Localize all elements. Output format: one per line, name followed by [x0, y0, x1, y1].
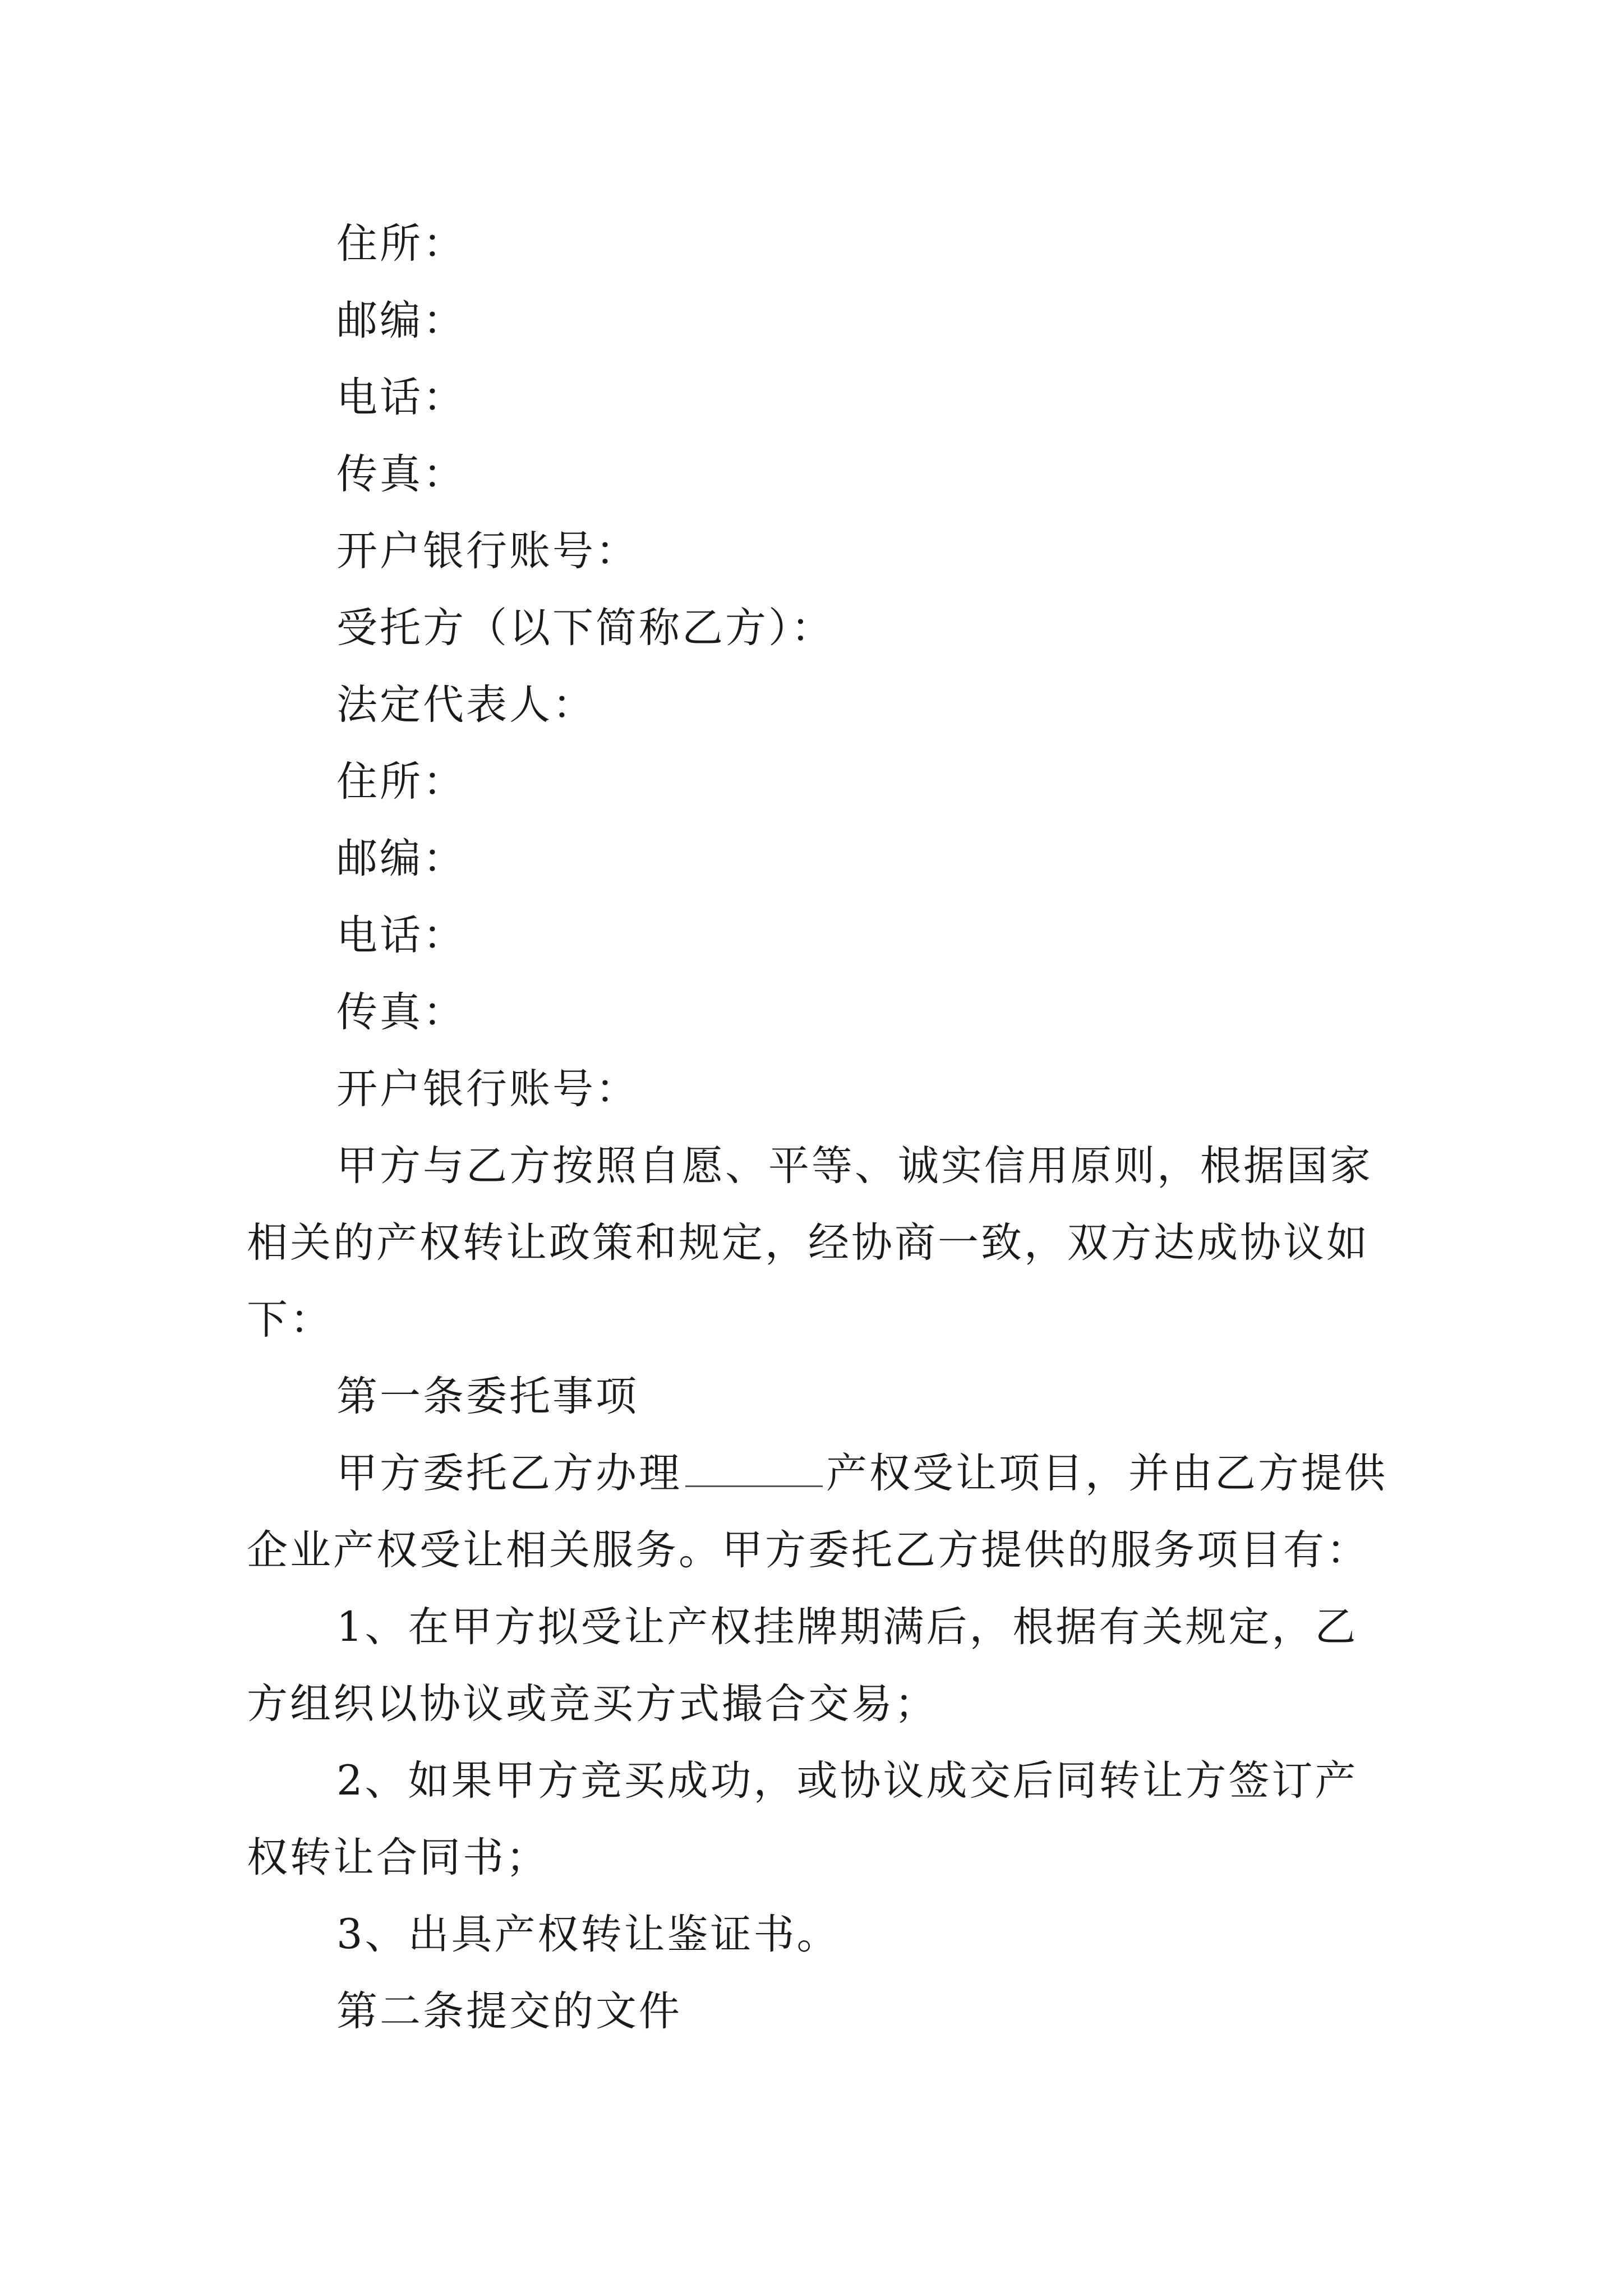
article-1-paragraph-end: 产权受让项目，并由乙方提供: [826, 1450, 1387, 1497]
party-b-legal-rep-label: 法定代表人：: [336, 681, 596, 729]
article-1-paragraph-line-2: 企业产权受让相关服务。甲方委托乙方提供的服务项目有：: [247, 1526, 1370, 1574]
party-b-heading: 受托方（以下简称乙方）：: [336, 604, 834, 652]
article-1-paragraph-start: 甲方委托乙方办理: [336, 1450, 682, 1497]
article-2-title: 第二条提交的文件: [336, 1987, 682, 2035]
party-a-fax-label: 传真：: [336, 450, 466, 498]
article-1-title: 第一条委托事项: [336, 1373, 639, 1420]
preamble-line-3: 下：: [247, 1296, 333, 1343]
party-a-postcode-label: 邮编：: [336, 297, 466, 344]
project-name-blank: [685, 1453, 823, 1487]
party-a-phone-label: 电话：: [336, 374, 466, 421]
article-1-item-2-line-1: 2、如果甲方竞买成功，或协议成交后同转让方签订产: [336, 1757, 1358, 1805]
party-b-address-label: 住所：: [336, 758, 466, 806]
article-1-item-1-line-1: 1、在甲方拟受让产权挂牌期满后，根据有关规定，乙: [336, 1603, 1358, 1651]
article-1-paragraph-line-1: [336, 1450, 1387, 1497]
party-b-phone-label: 电话：: [336, 912, 466, 959]
preamble-line-2: 相关的产权转让政策和规定，经协商一致，双方达成协议如: [247, 1219, 1370, 1267]
party-b-postcode-label: 邮编：: [336, 835, 466, 882]
preamble-line-1: 甲方与乙方按照自愿、平等、诚实信用原则，根据国家: [336, 1142, 1373, 1190]
article-1-item-1-line-2: 方组织以协议或竞买方式撮合交易；: [247, 1680, 938, 1728]
party-b-fax-label: 传真：: [336, 988, 466, 1036]
party-a-bank-label: 开户银行账号：: [336, 527, 639, 575]
article-1-item-3: 3、出具产权转让鉴证书。: [336, 1911, 840, 1958]
party-a-address-label: 住所：: [336, 220, 466, 268]
party-b-bank-label: 开户银行账号：: [336, 1065, 639, 1113]
article-1-item-2-line-2: 权转让合同书；: [247, 1834, 549, 1881]
